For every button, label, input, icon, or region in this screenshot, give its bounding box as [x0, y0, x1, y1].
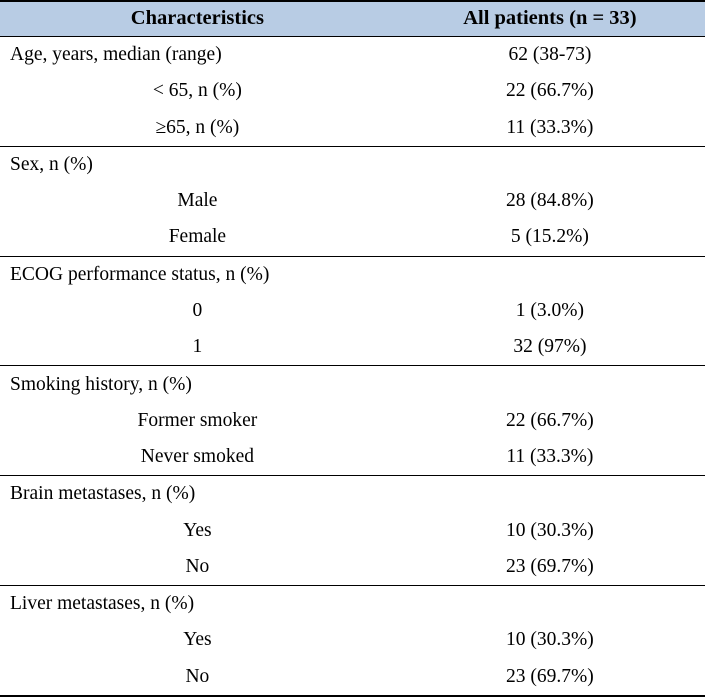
table-row: [0, 219, 705, 256]
table-body: [0, 37, 705, 697]
row-label: Yes: [183, 629, 212, 651]
row-value: 23 (69.7%): [506, 555, 594, 577]
row-label: ECOG performance status, n (%): [0, 256, 395, 293]
table-row: [0, 439, 705, 476]
row-label: ≥65, n (%): [155, 116, 240, 138]
row-label: No: [0, 658, 395, 696]
row-label: Smoking history, n (%): [0, 366, 395, 403]
row-label: Brain metastases, n (%): [0, 476, 395, 513]
row-label: Female: [168, 226, 227, 248]
row-value: [395, 256, 705, 293]
row-value: 1 (3.0%): [515, 300, 585, 322]
row-label: Age, years, median (range): [10, 44, 222, 66]
row-value: 10 (30.3%): [506, 519, 594, 541]
table-row: [0, 658, 705, 696]
column-header-all-patients: All patients (n = 33): [395, 1, 705, 37]
row-label: 1: [192, 336, 203, 358]
row-value: [395, 476, 705, 513]
row-value: 23 (69.7%): [395, 658, 705, 696]
column-header-characteristics: Characteristics: [0, 1, 395, 37]
row-value: [395, 146, 705, 183]
row-label: Never smoked: [140, 446, 254, 468]
row-label: 0: [192, 300, 203, 322]
row-value: 11 (33.3%): [506, 116, 594, 138]
table-row: [0, 476, 705, 513]
table-header-row: [0, 1, 705, 37]
row-label: Liver metastases, n (%): [0, 585, 395, 622]
row-label: < 65, n (%): [152, 80, 242, 102]
table-row: [0, 366, 705, 403]
row-value: 32 (97%): [513, 336, 587, 358]
table-row: [0, 73, 705, 109]
table-row: [0, 329, 705, 366]
table-row: [0, 403, 705, 439]
table-row: [0, 512, 705, 548]
table-row: [0, 549, 705, 586]
row-value: 10 (30.3%): [506, 629, 594, 651]
table-row: [0, 585, 705, 622]
row-value: 28 (84.8%): [506, 190, 594, 212]
table-row: [0, 256, 705, 293]
row-label: No: [185, 555, 210, 577]
row-value: 11 (33.3%): [506, 446, 594, 468]
row-value: 5 (15.2%): [510, 226, 589, 248]
table-row: [0, 293, 705, 329]
table-row: [0, 622, 705, 658]
row-value: [395, 585, 705, 622]
row-value: 22 (66.7%): [506, 409, 594, 431]
table-row: [0, 146, 705, 183]
row-value: 62 (38-73): [508, 44, 592, 66]
table-header: [0, 1, 705, 37]
row-label: Sex, n (%): [0, 146, 395, 183]
row-value: 22 (66.7%): [506, 80, 594, 102]
row-value: [395, 366, 705, 403]
row-label: Former smoker: [137, 409, 258, 431]
table-row: [0, 109, 705, 146]
row-label: Yes: [183, 519, 212, 541]
table-row: [0, 183, 705, 219]
row-label: Male: [177, 190, 218, 212]
table-row: [0, 37, 705, 74]
